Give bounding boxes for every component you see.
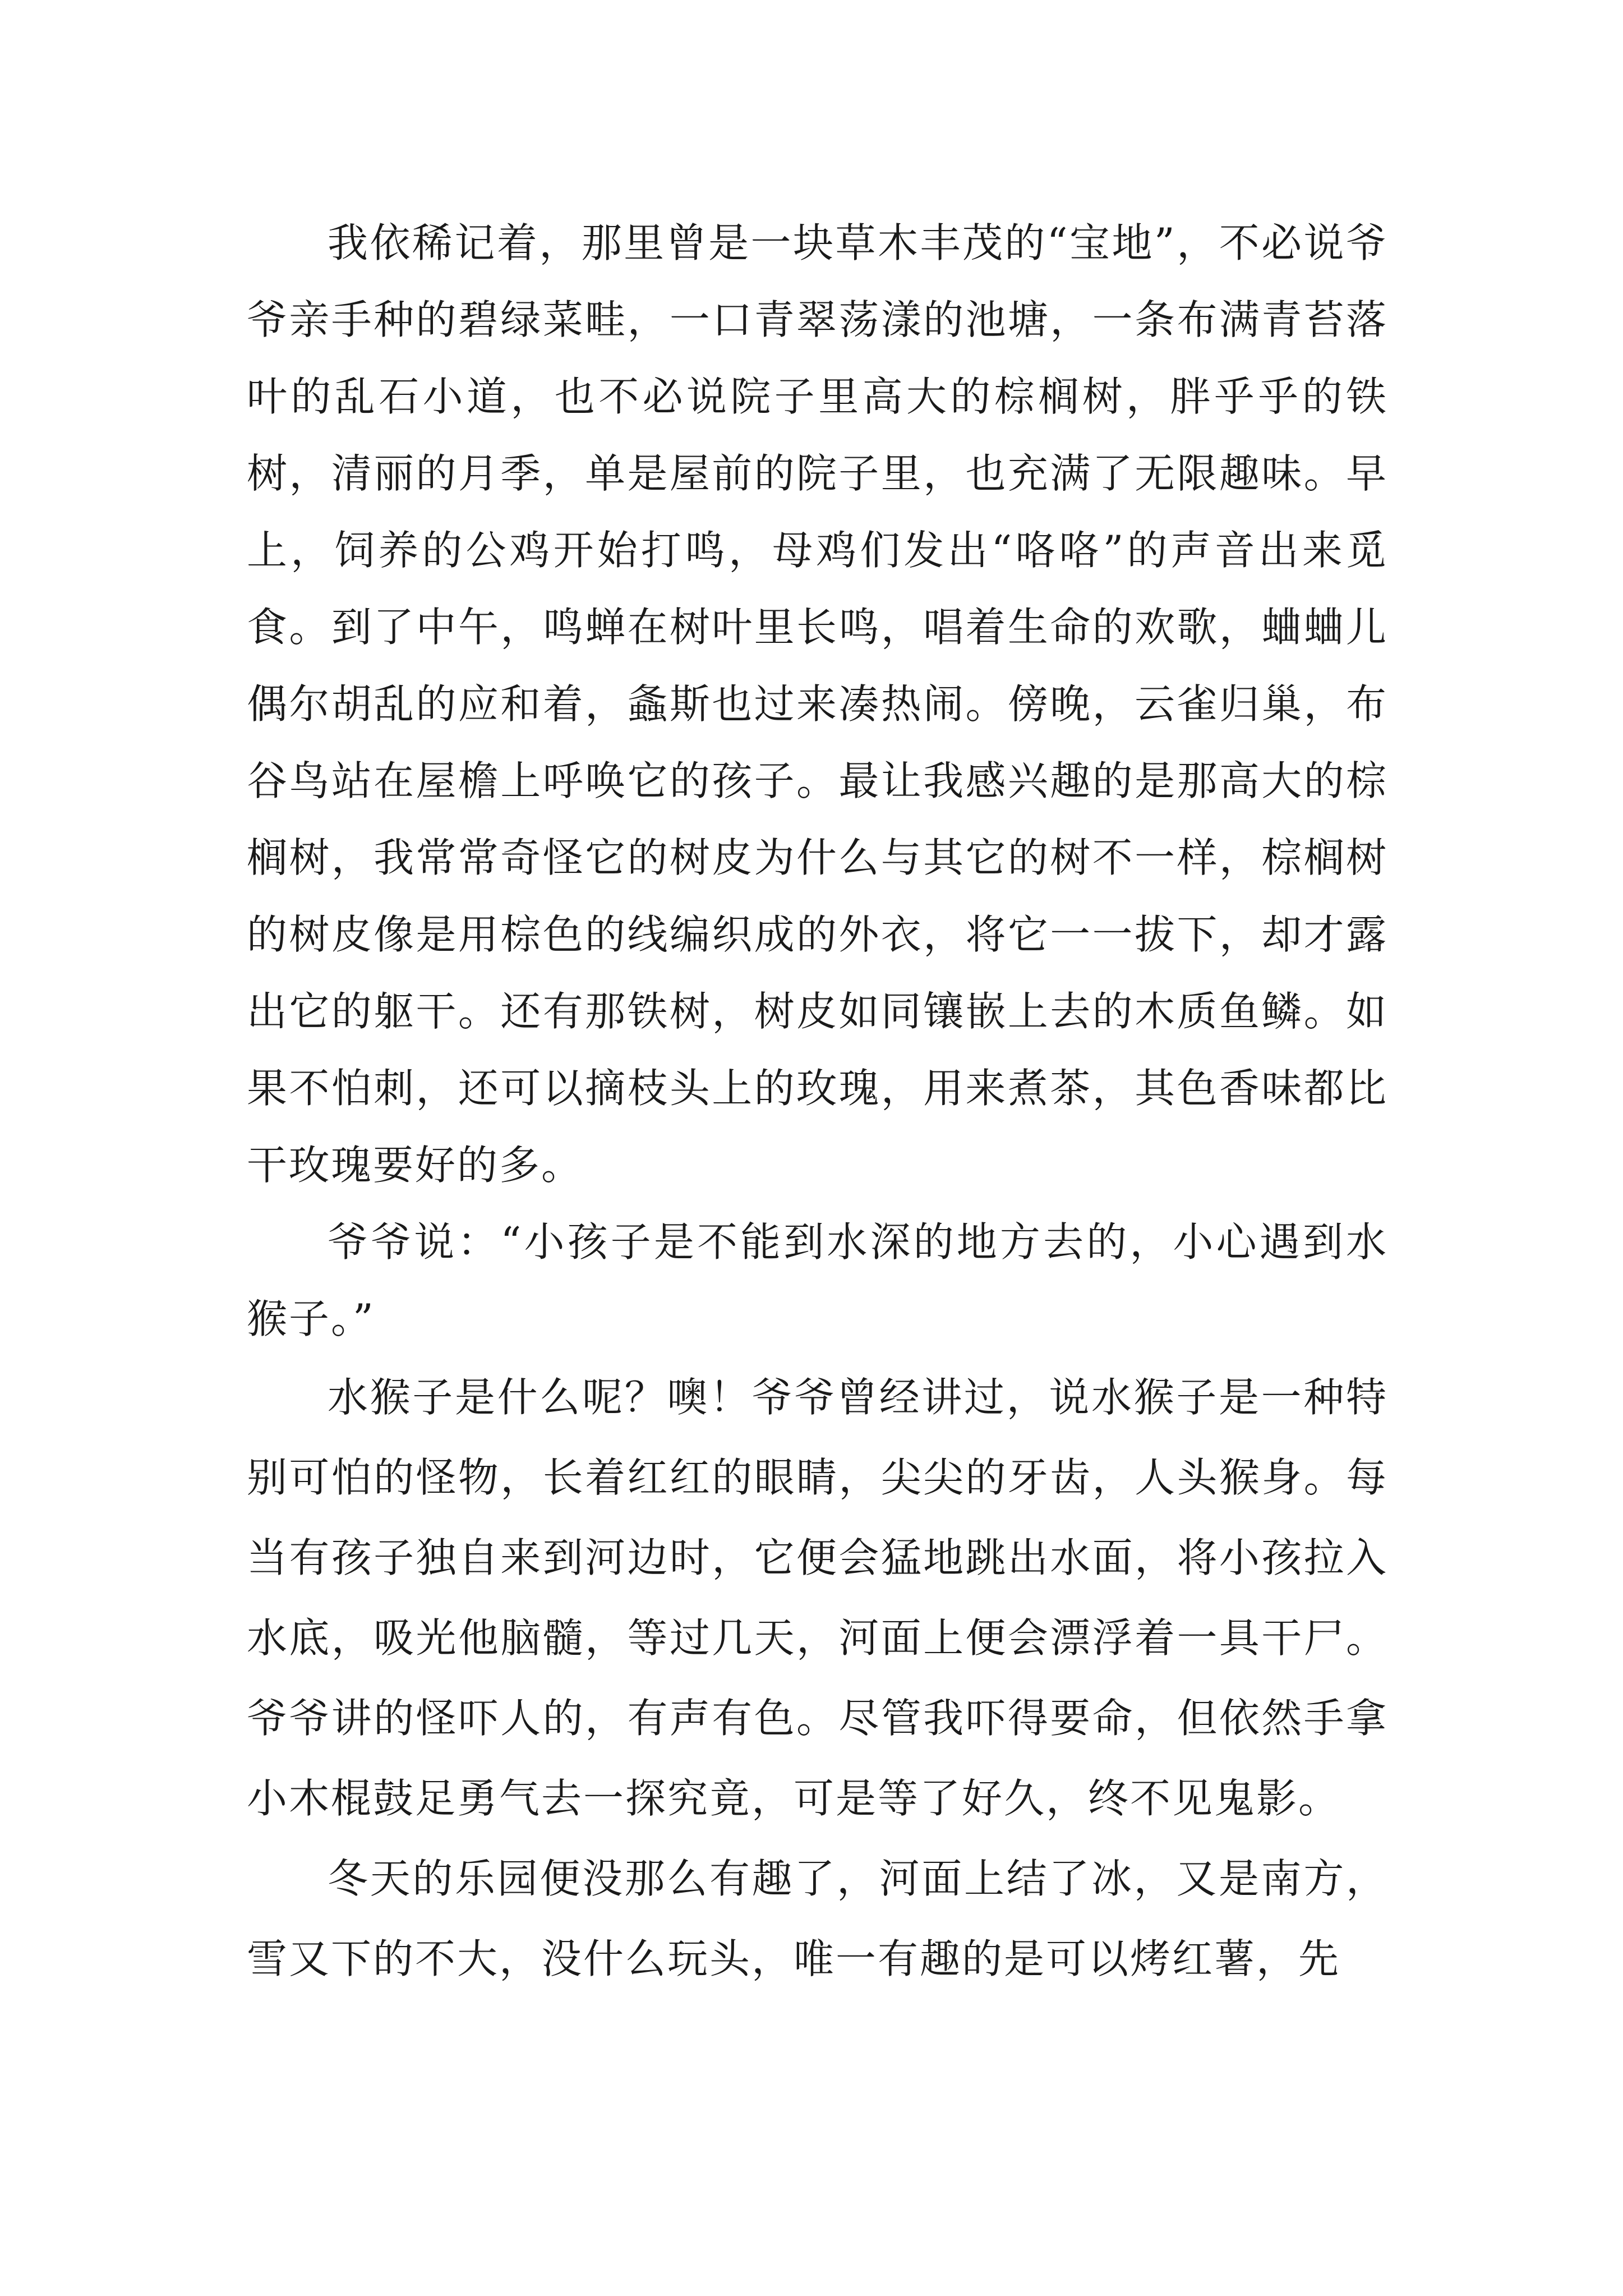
document-body — [247, 205, 1388, 1999]
paragraph-1: 我依稀记着，那里曾是一块草木丰茂的“宝地”，不必说爷爷亲手种的碧绿菜畦，一口青翠荡漾的池塘，一条布满青苔落叶的乱石小道，也不必说院子里高大的棕榈树，胖乎乎的铁树，清丽的月季，单是屋前的院子里，也充满了无限趣味。早上，饲养的公鸡开始打鸣，母鸡们发出“咯咯”的声音出来觅食。到了中午，鸣蝉在树叶里长鸣，唱着生命的欢歌，蛐蛐儿偶尔胡乱的应和着，螽斯也过来凑热闹。傍晚，云雀归巢，布谷鸟站在屋檐上呼唤它的孩子。最让我感兴趣的是那高大的棕榈树，我常常奇怪它的树皮为什么与其它的树不一样，棕榈树的树皮像是用棕色的线编织成的外衣，将它一一拔下，却才露出它的躯干。还有那铁树，树皮如同镶嵌上去的木质鱼鳞。如果不怕刺，还可以摘枝头上的玫瑰，用来煮茶，其色香味都比干玫瑰要好的多。 — [247, 219, 1388, 1189]
paragraph-4: 冬天的乐园便没那么有趣了，河面上结了冰，又是南方，雪又下的不大，没什么玩头，唯一有趣的是可以烤红薯，先 — [247, 1855, 1388, 1982]
paragraph-2: 爷爷说：“小孩子是不能到水深的地方去的，小心遇到水猴子。” — [247, 1218, 1388, 1342]
paragraph-3: 水猴子是什么呢？噢！爷爷曾经讲过，说水猴子是一种特别可怕的怪物，长着红红的眼睛，尖尖的牙齿，人头猴身。每当有孩子独自来到河边时，它便会猛地跳出水面，将小孩拉入水底，吸光他脑髓，等过几天，河面上便会漂浮着一具干尸。爷爷讲的怪吓人的，有声有色。尽管我吓得要命，但依然手拿小木棍鼓足勇气去一探究竟，可是等了好久，终不见鬼影。 — [247, 1374, 1388, 1822]
